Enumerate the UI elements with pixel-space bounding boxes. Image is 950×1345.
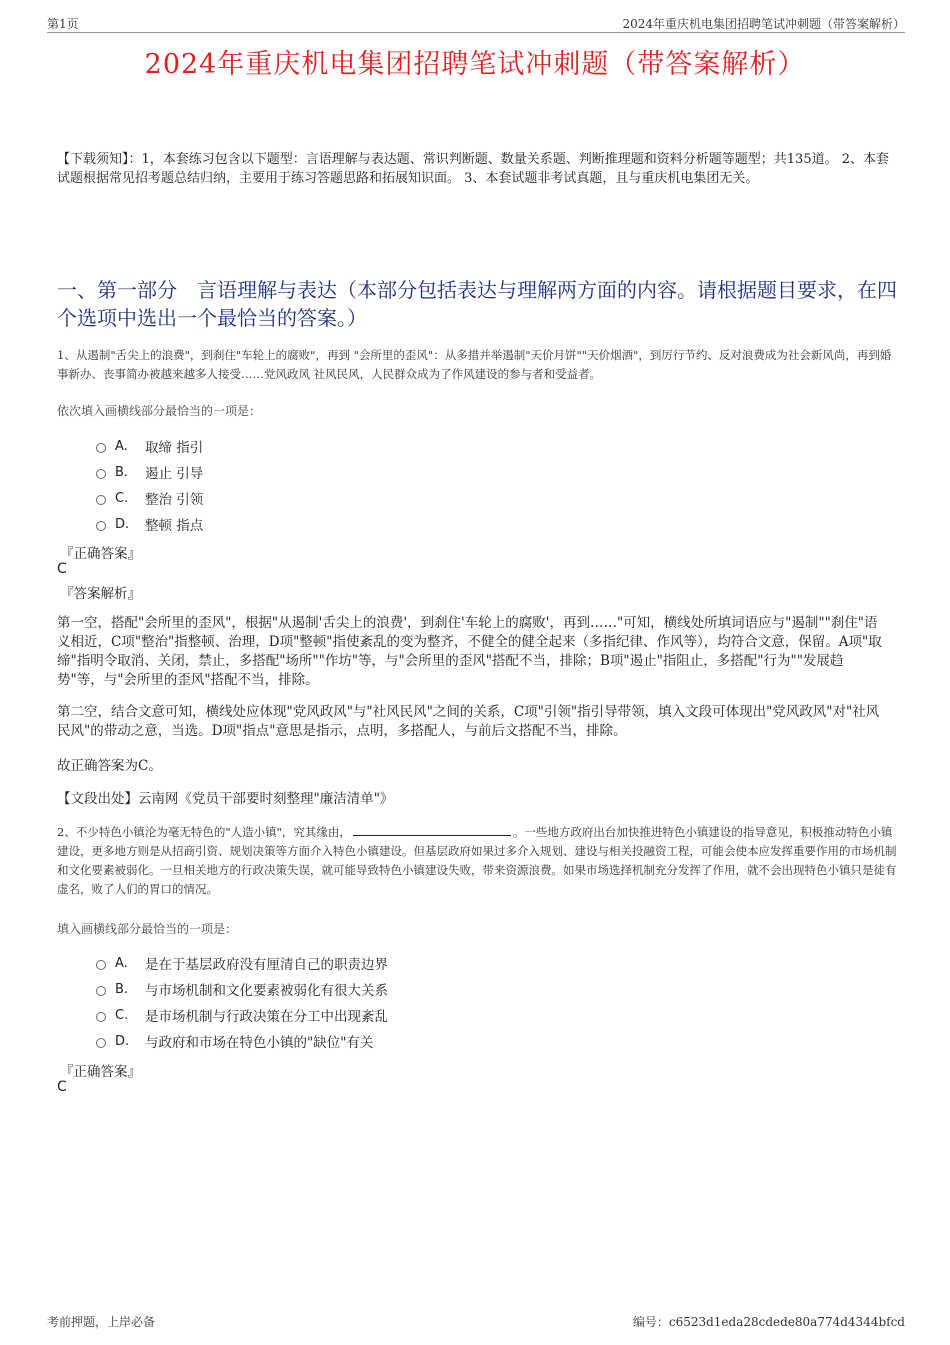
answer-label: 『正确答案』	[60, 546, 141, 562]
question-1-text: 1、从遏制"舌尖上的浪费"，到刹住"车轮上的腐败"，再到 "会所里的歪风"：从多措并举遏制"天价月饼""天价烟酒"，到厉行节约、反对浪费成为社会新风尚，再到婚事新办、丧事简办被越来越多人接受……党风政风 社风民风，人民群众成为了作风建设的参与者和受益者。	[57, 348, 892, 381]
fill-blank	[353, 823, 511, 836]
radio-icon[interactable]	[96, 521, 106, 531]
answer-value: C	[57, 561, 67, 577]
option-text: 遏止 引导	[145, 466, 204, 482]
radio-icon[interactable]	[96, 960, 106, 970]
footer-slogan: 考前押题，上岸必备	[47, 1315, 156, 1329]
radio-icon[interactable]	[96, 495, 106, 505]
radio-icon[interactable]	[96, 469, 106, 479]
analysis-label: 『答案解析』	[60, 586, 141, 602]
option-a[interactable]: A. 取缔 指引	[96, 433, 203, 459]
option-d[interactable]: D. 与政府和市场在特色小镇的"缺位"有关	[96, 1028, 388, 1054]
answer-value: C	[57, 1079, 67, 1095]
source-citation: 【文段出处】云南网《党员干部要时刻整理"廉洁清单"》	[57, 791, 394, 807]
answer-label: 『正确答案』	[60, 1064, 141, 1080]
option-a[interactable]: A. 是在于基层政府没有厘清自己的职责边界	[96, 950, 388, 976]
question-2-hint: 填入画横线部分最恰当的一项是：	[57, 922, 238, 936]
radio-icon[interactable]	[96, 986, 106, 996]
option-text: 与政府和市场在特色小镇的"缺位"有关	[145, 1035, 374, 1051]
option-b[interactable]: B. 遏止 引导	[96, 459, 203, 485]
section-title: 一、第一部分 言语理解与表达（本部分包括表达与理解两方面的内容。请根据题目要求，在四个选项中选出一个最恰当的答案。）	[57, 278, 897, 330]
option-text: 整治 引领	[145, 492, 204, 508]
question-2-options	[96, 950, 388, 1054]
page-number: 第1页	[47, 17, 79, 31]
radio-icon[interactable]	[96, 443, 106, 453]
question-2-text: 2、不少特色小镇沦为毫无特色的"人造小镇"，究其缘由， 。一些地方政府出台加快推进特色小镇建设的指导意见，积极推动特色小镇建设，更多地方则是从招商引资、规划决策等方面介入特色小镇建设。但基层政府如果过多介入规划、建设与相关投融资工程，可能会使本应发挥重要作用的市场机制和文化要素被弱化。一旦相关地方的行政决策失误，就可能导致特色小镇建设失败，带来资源浪费。如果市场选择机制充分发挥了作用，就不会出现特色小镇只是徒有虚名，败了人们的胃口的情况。	[57, 825, 897, 896]
option-text: 整顿 指点	[145, 518, 204, 534]
option-c[interactable]: C. 是市场机制与行政决策在分工中出现紊乱	[96, 1002, 388, 1028]
option-text: 是在于基层政府没有厘清自己的职责边界	[145, 957, 388, 973]
option-c[interactable]: C. 整治 引领	[96, 485, 203, 511]
option-d[interactable]: D. 整顿 指点	[96, 511, 203, 537]
question-1-hint: 依次填入画横线部分最恰当的一项是：	[57, 404, 262, 418]
download-notice: 【下载须知】：1，本套练习包含以下题型：言语理解与表达题、常识判断题、数量关系题、判断推理题和资料分析题等题型；共135道。 2、本套试题根据常见招考题总结归纳，主要用于练习答题思路和拓展知识面。 3、本套试题非考试真题，且与重庆机电集团无关。	[57, 152, 889, 186]
radio-icon[interactable]	[96, 1012, 106, 1022]
analysis-paragraph-1: 第一空，搭配"会所里的歪风"，根据"从遏制'舌尖上的浪费'，到刹住'车轮上的腐败'，再到……"可知，横线处所填词语应与"遏制""刹住"语义相近，C项"整治"指整顿、治理，D项"整顿"指使紊乱的变为整齐，不健全的健全起来（多指纪律、作风等），均符合文意，保留。A项"取缔"指明令取消、关闭，禁止，多搭配"场所""作坊"等，与"会所里的歪风"搭配不当，排除；B项"遏止"指阻止，多搭配"行为""发展趋势"等，与"会所里的歪风"搭配不当，排除。	[57, 615, 882, 688]
header-doc-title: 2024年重庆机电集团招聘笔试冲刺题（带答案解析）	[622, 17, 905, 31]
footer-serial: 编号：c6523d1eda28cdede80a774d4344bfcd	[632, 1315, 905, 1329]
radio-icon[interactable]	[96, 1038, 106, 1048]
analysis-conclusion: 故正确答案为C。	[57, 758, 162, 774]
question-1-options	[96, 433, 203, 537]
analysis-paragraph-2: 第二空，结合文意可知，横线处应体现"党风政风"与"社风民风"之间的关系，C项"引领"指引导带领，填入文段可体现出"党风政风"对"社风民风"的带动之意，当选。D项"指点"意思是指示，点明，多搭配人，与前后文搭配不当，排除。	[57, 704, 880, 739]
option-text: 是市场机制与行政决策在分工中出现紊乱	[145, 1009, 388, 1025]
page-header	[47, 12, 905, 33]
option-text: 取缔 指引	[145, 440, 204, 456]
option-b[interactable]: B. 与市场机制和文化要素被弱化有很大关系	[96, 976, 388, 1002]
document-title: 2024年重庆机电集团招聘笔试冲刺题（带答案解析）	[144, 49, 806, 80]
option-text: 与市场机制和文化要素被弱化有很大关系	[145, 983, 388, 999]
